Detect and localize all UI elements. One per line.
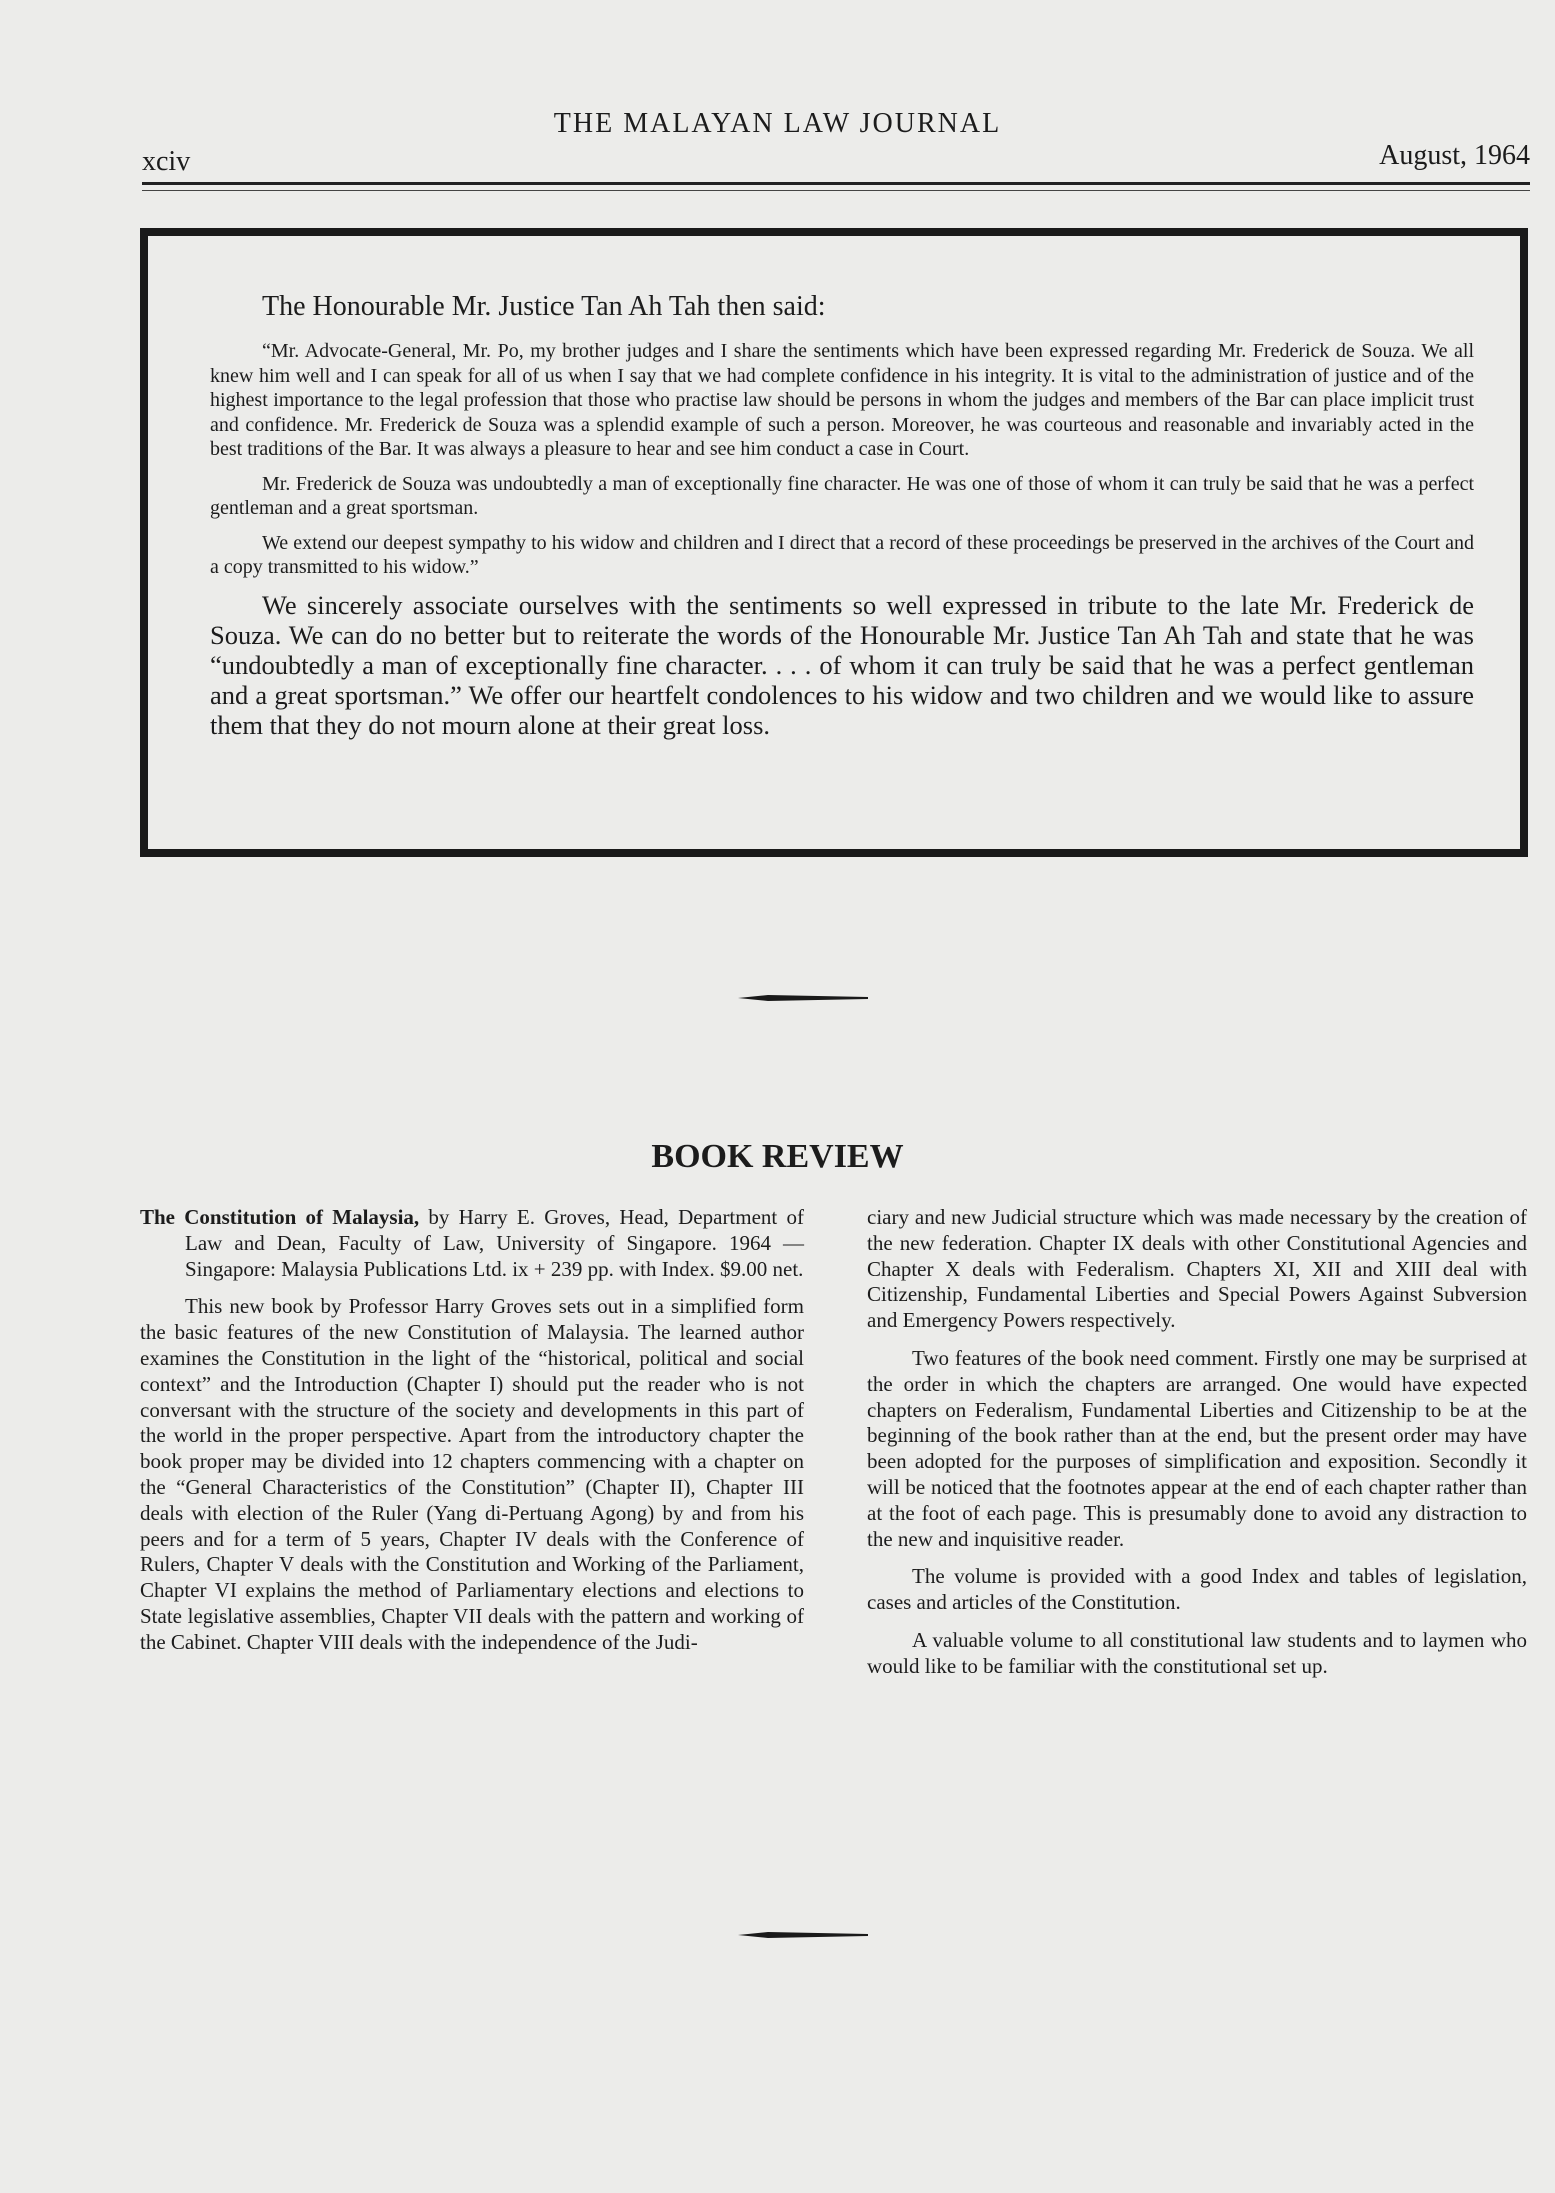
book-details: by Harry E. Groves, Head, Department of Law and Dean, Faculty of Law, University of Singapore. 1964 — Singapore: Malaysia Publications Ltd. ix + 239 pp. with Index. $9.00 net. — [185, 1205, 804, 1281]
tribute-box — [140, 228, 1528, 857]
section-title: BOOK REVIEW — [651, 1138, 904, 1175]
quote-paragraph: “Mr. Advocate-General, Mr. Po, my brother judges and I share the sentiments which have been expressed regarding Mr. Frederick de Souza. We all knew him well and I can speak for all of us when I say that we had complete confidence in his integrity. It is vital to the administration of justice and of the highest importance to the legal profession that those who practise law should be persons in whom the judges and members of the Bar can place implicit trust and confidence. Mr. Frederick de Souza was a splendid example of such a person. Moreover, he was courteous and reasonable and invariably acted in the best traditions of the Bar. It was always a pleasure to hear and see him conduct a case in Court. — [210, 340, 1474, 460]
tribute-quote — [210, 339, 1474, 580]
header-rule-thin — [142, 190, 1530, 191]
tribute-heading: The Honourable Mr. Justice Tan Ah Tah then said: — [262, 291, 826, 322]
review-paragraph: Two features of the book need comment. Firstly one may be surprised at the order in which the chapters are arranged. One would have expected chapters on Federalism, Fundamental Liberties and Citizenship to be at the beginning of the book rather than at the end, but the present order may have been adopted for the purposes of simplification and exposition. Secondly it will be noticed that the footnotes appear at the end of each chapter rather than at the foot of each page. This is presumably done to avoid any distraction to the new and inquisitive reader. — [867, 1345, 1527, 1551]
journal-title: THE MALAYAN LAW JOURNAL — [553, 108, 1002, 139]
review-paragraph: The volume is provided with a good Index and tables of legislation, cases and articles of the Constitution. — [867, 1564, 1527, 1615]
review-paragraph: This new book by Professor Harry Groves sets out in a simplified form the basic features of the new Constitution of Malaysia. The learned author examines the Constitution in the light of the “historical, political and social context” and the Introduction (Chapter I) should put the reader who is not conversant with the structure of the society and developments in this part of the world in the proper perspective. Apart from the introductory chapter the book proper may be divided into 12 chapters commencing with a chapter on the “General Characteristics of the Constitution” (Chapter II), Chapter III deals with election of the Ruler (Yang di-Pertuang Agong) by and from his peers and for a term of 5 years, Chapter IV deals with the Conference of Rulers, Chapter V deals with the Constitution and Working of the Parliament, Chapter VI explains the method of Parliamentary elections and elections to State legislative assemblies, Chapter VII deals with the pattern and working of the Cabinet. Chapter VIII deals with the independence of the Judi- — [140, 1294, 804, 1654]
review-paragraph: A valuable volume to all constitutional law students and to laymen who would like to be familiar with the constitutional set up. — [867, 1627, 1527, 1678]
quote-paragraph: We extend our deepest sympathy to his widow and children and I direct that a record of these proceedings be preserved in the archives of the Court and a copy transmitted to his widow.” — [210, 531, 1474, 578]
page-number: xciv — [142, 146, 191, 177]
book-citation — [140, 1205, 804, 1282]
section-divider-ornament — [738, 993, 868, 1003]
end-divider-ornament — [738, 1930, 868, 1940]
quote-paragraph: Mr. Frederick de Souza was undoubtedly a man of exceptionally fine character. He was one of those of whom it can truly be said that he was a perfect gentleman and a great sportsman. — [210, 472, 1474, 519]
issue-date: August, 1964 — [1379, 140, 1530, 171]
review-right-column — [867, 1205, 1527, 1692]
book-title: The Constitution of Malaysia, — [140, 1205, 420, 1229]
review-paragraph: ciary and new Judicial structure which was made necessary by the creation of the new federation. Chapter IX deals with other Constitutional Agencies and Chapter X deals with Federalism. Chapters XI, XII and XIII deal with Citizenship, Fundamental Liberties and Special Powers Against Subversion and Emergency Powers respectively. — [867, 1205, 1527, 1333]
header-rule — [142, 182, 1530, 185]
review-left-column — [140, 1205, 804, 1668]
closing-paragraph: We sincerely associate ourselves with the sentiments so well expressed in tribute to the late Mr. Frederick de Souza. We can do no better but to reiterate the words of the Honourable Mr. Justice Tan Ah Tah and state that he was “undoubtedly a man of exceptionally fine character. . . . of whom it can truly be said that he was a perfect gentleman and a great sportsman.” We offer our heartfelt condolences to his widow and two children and we would like to assure them that they do not mourn alone at their great loss. — [210, 589, 1474, 740]
